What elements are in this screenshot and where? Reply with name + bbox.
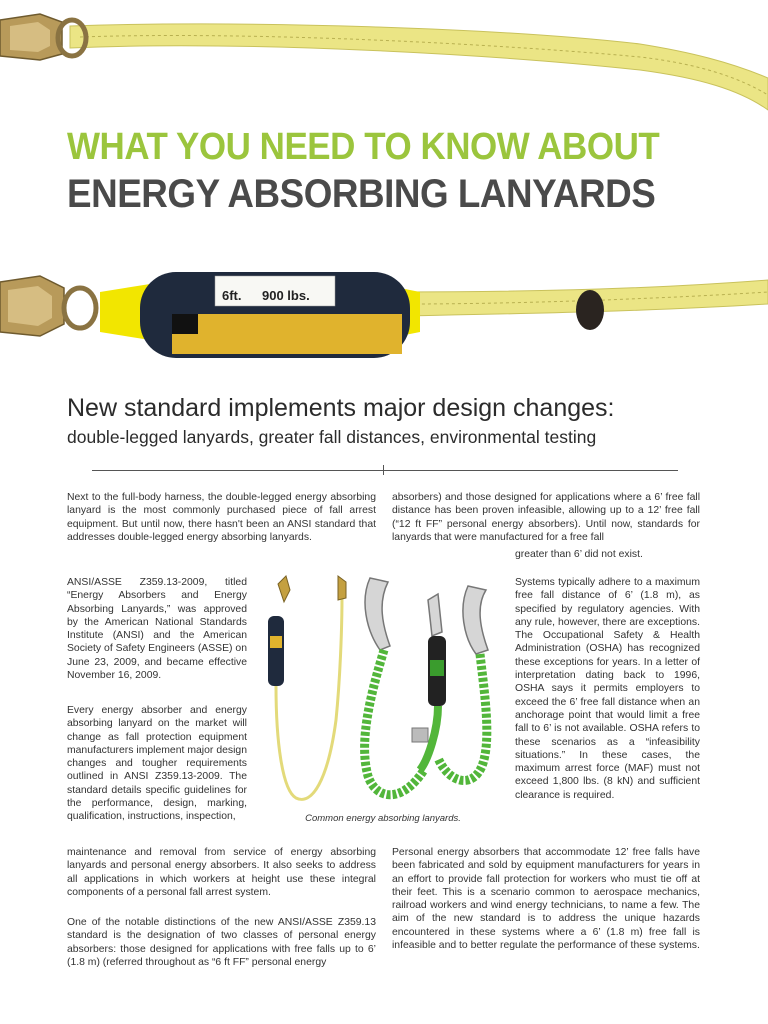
lanyards-product-photo bbox=[262, 570, 502, 815]
paragraph-design-changes: Every energy absorber and energy absorbing lanyard on the market will change as fall protection equipment manufacturers implement major design changes and tougher requirements outlined in ANSI Z359.13-2009. The standard details specific guidelines for the performance, design, marking, qualification, instructions, inspection, bbox=[67, 705, 247, 823]
paragraph-design-changes-cont: maintenance and removal from service of energy absorbing lanyards and personal energy absorbers. It also seeks to address all applications in which workers at height use these integral components of a personal fall arrest system. bbox=[67, 847, 376, 898]
title-line-1: WHAT YOU NEED TO KNOW ABOUT bbox=[67, 126, 660, 168]
paragraph-twelve-ft-cont: greater than 6’ did not exist. bbox=[515, 549, 643, 560]
double-leg-lanyard bbox=[365, 578, 488, 795]
paragraph-twelve-ft: absorbers) and those designed for applications where a 6’ free fall distance has been proven infeasible, allowing up to a 12’ free fall (“12 ft FF” personal energy absorbers). Until now, standards for lanyards that were manufactured for a free fall bbox=[392, 492, 700, 543]
snap-hook-icon bbox=[0, 276, 96, 336]
subtitle-main: New standard implements major design changes: bbox=[67, 394, 615, 422]
absorber-label-6ft: 6ft. bbox=[222, 288, 242, 303]
section-divider bbox=[92, 470, 678, 471]
absorber-label-900lbs: 900 lbs. bbox=[262, 288, 310, 303]
subtitle-secondary: double-legged lanyards, greater fall distances, environmental testing bbox=[67, 427, 597, 447]
paragraph-twelve-ft-absorbers: Personal energy absorbers that accommodate 12’ free falls have been fabricated and sold by equipment manufacturers for years in an effort to provide fall protection for workers who must tie off at their feet. This is a scenario common to aerospace mechanics, railroad workers and wind energy technicians, to name a few. The aim of the new standard is to address the unique hazards encountered in these systems where a 6’ (1.8 m) free fall is infeasible and to better regulate the performance of these systems. bbox=[392, 847, 700, 952]
paragraph-standard-approval: ANSI/ASSE Z359.13-2009, titled “Energy Absorbers and Energy Absorbing Lanyards,” was approved by the American National Standards Institute (ANSI) and the American Society of Safety Engineers (ASSE) on June 23, 2009, and became effective November 16, 2009. bbox=[67, 577, 247, 682]
single-leg-lanyard bbox=[268, 576, 346, 799]
paragraph-two-classes: One of the notable distinctions of the new ANSI/ASSE Z359.13 standard is the designation of two classes of personal energy absorbers: those designed for applications with free falls up to 6’ (1.8 m) (referred throughout as “6 ft FF” personal energy bbox=[67, 917, 376, 968]
paragraph-osha-exceptions: Systems typically adhere to a maximum free fall distance of 6’ (1.8 m), as specified by regulatory agencies. With any rule, however, there are exceptions. The Occupational Safety & Health Administration (OSHA) has recognized these exceptions for years. In a letter of interpretation dating back to 1996, OSHA says it permits employers to exceed the 6’ free fall distance when an anchorage point that would limit a free fall to 6’ is not available. OSHA refers to these scenarios as a “infeasibility situations.” In these cases, the maximum arrest force (MAF) must not exceed 1,800 lbs. (8 kN) and sufficient clearance is required. bbox=[515, 577, 700, 801]
title-line-2: ENERGY ABSORBING LANYARDS bbox=[67, 172, 656, 216]
energy-absorber-lanyard-illustration bbox=[0, 262, 768, 372]
top-lanyard-strap-illustration bbox=[0, 0, 768, 130]
photo-caption: Common energy absorbing lanyards. bbox=[305, 813, 461, 824]
section-divider-tick bbox=[383, 465, 384, 475]
paragraph-intro: Next to the full-body harness, the double-legged energy absorbing lanyard is the most commonly purchased piece of fall arrest equipment. But until now, there hasn't been an ANSI standard that addresses double-legged energy absorbing lanyards. bbox=[67, 492, 376, 543]
